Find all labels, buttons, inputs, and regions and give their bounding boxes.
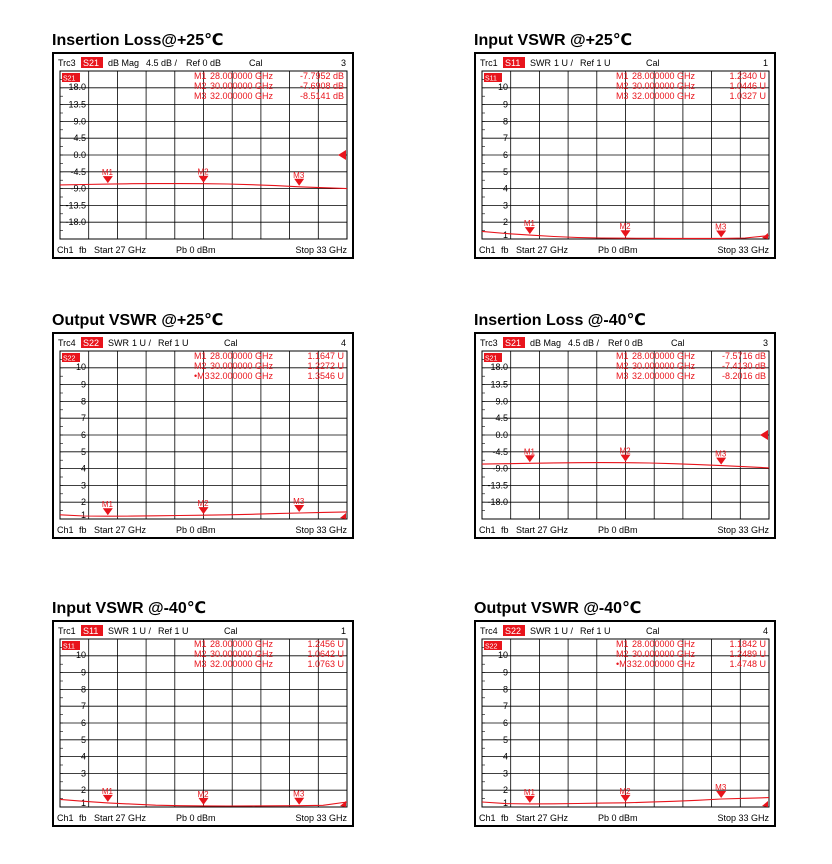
marker-readout-value: 1.2489 U bbox=[729, 649, 766, 659]
marker-readout-freq: 28.000000 GHz bbox=[210, 351, 274, 361]
param-badge: S21 bbox=[505, 338, 522, 348]
marker-readout-name: M2 bbox=[616, 361, 629, 371]
y-tick-label: -18.0 bbox=[65, 217, 86, 228]
y-tick-label: 6 bbox=[502, 150, 508, 160]
analyzer-display bbox=[52, 52, 354, 259]
y-tick-label: 4.5 bbox=[495, 413, 508, 424]
marker-label: M3 bbox=[715, 449, 727, 459]
marker-readout-freq: 32.000000 GHz bbox=[210, 371, 274, 381]
footer-fb: fb bbox=[79, 813, 87, 823]
param-badge: S21 bbox=[83, 58, 100, 68]
marker-triangle bbox=[199, 176, 209, 183]
marker-readout-value: -7.4130 dB bbox=[721, 361, 766, 371]
reference-arrow bbox=[762, 801, 768, 807]
y-tick-label: 5 bbox=[80, 734, 86, 745]
footer-fb: fb bbox=[501, 245, 509, 255]
format-label: SWR bbox=[108, 338, 129, 348]
y-tick-label: 1 bbox=[80, 798, 86, 808]
y-tick-label: 9.0 bbox=[495, 396, 508, 407]
y-tick-label: 2 bbox=[502, 785, 508, 796]
marker-readout-freq: 30.000000 GHz bbox=[210, 361, 274, 371]
marker-readout-value: 1.4748 U bbox=[729, 659, 766, 669]
y-tick-label: 9 bbox=[80, 667, 86, 678]
trace-number: 1 bbox=[340, 626, 346, 636]
y-tick-label: 9 bbox=[502, 99, 508, 110]
marker-readout-name: M3 bbox=[616, 371, 629, 381]
marker-readout-freq: 32.000000 GHz bbox=[632, 659, 696, 669]
marker-label: M1 bbox=[523, 787, 535, 797]
y-tick-label: 3 bbox=[502, 768, 508, 779]
y-tick-label: 7 bbox=[80, 701, 86, 712]
marker-label: M2 bbox=[619, 786, 631, 796]
marker-readout-value: -8.2016 dB bbox=[721, 371, 766, 381]
ref-badge: S11 bbox=[63, 643, 75, 651]
param-badge: S22 bbox=[83, 338, 100, 348]
marker-readout-name: M3 bbox=[194, 659, 207, 669]
y-tick-label: -13.5 bbox=[487, 480, 508, 491]
ref-label: Ref 1 U bbox=[580, 58, 611, 68]
marker-label: M1 bbox=[523, 219, 535, 229]
marker-readout-name: M1 bbox=[616, 639, 629, 649]
footer-channel: Ch1 bbox=[57, 245, 74, 255]
y-tick-label: 4 bbox=[502, 183, 508, 194]
y-tick-label: 10 bbox=[75, 649, 86, 660]
y-tick-label: 2 bbox=[80, 497, 86, 508]
marker-readout-freq: 28.000000 GHz bbox=[632, 639, 696, 649]
scale-label: 4.5 dB / bbox=[146, 58, 178, 68]
ref-label: Ref 0 dB bbox=[186, 58, 222, 68]
footer-power: Pb 0 dBm bbox=[176, 245, 216, 255]
y-tick-label: 13.5 bbox=[490, 379, 508, 390]
y-tick-label: 13.5 bbox=[68, 99, 86, 110]
marker-label: M2 bbox=[197, 499, 209, 509]
footer-stop: Stop 33 GHz bbox=[295, 245, 347, 255]
footer-start: Start 27 GHz bbox=[516, 813, 569, 823]
footer-stop: Stop 33 GHz bbox=[295, 813, 347, 823]
marker-readout-freq: 32.000000 GHz bbox=[210, 91, 274, 101]
y-tick-label: 10 bbox=[497, 649, 508, 660]
scale-label: 1 U / bbox=[132, 626, 152, 636]
reference-arrow bbox=[760, 430, 768, 440]
marker-readout-name: M1 bbox=[194, 71, 207, 81]
marker-triangle bbox=[716, 230, 726, 237]
marker-readout-name: M1 bbox=[194, 351, 207, 361]
marker-readout-name: M3 bbox=[616, 91, 629, 101]
marker-readout-freq: 32.000000 GHz bbox=[632, 371, 696, 381]
marker-readout-name: M2 bbox=[616, 81, 629, 91]
trace-number: 3 bbox=[340, 58, 346, 68]
marker-readout-freq: 32.000000 GHz bbox=[210, 659, 274, 669]
y-tick-label: 5 bbox=[502, 166, 508, 177]
analyzer-display bbox=[474, 332, 776, 539]
footer-channel: Ch1 bbox=[479, 525, 496, 535]
marker-triangle bbox=[199, 507, 209, 514]
chart-svg bbox=[54, 54, 352, 257]
marker-label: M2 bbox=[197, 789, 209, 799]
y-tick-label: 10 bbox=[497, 81, 508, 92]
cal-label: Cal bbox=[224, 626, 238, 636]
footer-stop: Stop 33 GHz bbox=[717, 525, 769, 535]
param-badge: S22 bbox=[505, 626, 522, 636]
marker-readout-freq: 30.000000 GHz bbox=[210, 81, 274, 91]
format-label: SWR bbox=[530, 58, 551, 68]
y-tick-label: 2 bbox=[80, 785, 86, 796]
marker-triangle bbox=[199, 798, 209, 805]
footer-power: Pb 0 dBm bbox=[176, 525, 216, 535]
ref-label: Ref 0 dB bbox=[608, 338, 644, 348]
marker-triangle bbox=[294, 179, 304, 186]
marker-triangle bbox=[716, 458, 726, 465]
y-tick-label: 5 bbox=[502, 734, 508, 745]
marker-readout-name: M2 bbox=[194, 361, 207, 371]
y-tick-label: 5 bbox=[80, 446, 86, 457]
scale-label: 1 U / bbox=[554, 58, 574, 68]
footer-fb: fb bbox=[501, 525, 509, 535]
footer-power: Pb 0 dBm bbox=[176, 813, 216, 823]
y-tick-label: 1 bbox=[502, 230, 508, 240]
footer-power: Pb 0 dBm bbox=[598, 525, 638, 535]
y-tick-label: 4 bbox=[502, 751, 508, 762]
y-tick-label: 9.0 bbox=[73, 116, 86, 127]
footer-channel: Ch1 bbox=[479, 813, 496, 823]
marker-label: M2 bbox=[619, 222, 631, 232]
footer-start: Start 27 GHz bbox=[516, 525, 569, 535]
marker-readout-value: 1.2340 U bbox=[729, 71, 766, 81]
trace-name: Trc1 bbox=[58, 626, 76, 636]
cal-label: Cal bbox=[224, 338, 238, 348]
marker-label: M1 bbox=[101, 786, 113, 796]
trace-name: Trc4 bbox=[480, 626, 498, 636]
y-tick-label: 8 bbox=[502, 116, 508, 127]
analyzer-display bbox=[474, 52, 776, 259]
ref-badge: S22 bbox=[485, 643, 498, 651]
marker-label: M3 bbox=[293, 789, 305, 799]
chart-svg bbox=[54, 622, 352, 825]
marker-triangle bbox=[294, 798, 304, 805]
marker-label: M2 bbox=[619, 446, 631, 456]
trace-number: 4 bbox=[762, 626, 768, 636]
footer-channel: Ch1 bbox=[479, 245, 496, 255]
marker-readout-value: 1.1647 U bbox=[307, 351, 344, 361]
cal-label: Cal bbox=[671, 338, 685, 348]
y-tick-label: 9 bbox=[502, 667, 508, 678]
marker-label: M3 bbox=[293, 497, 305, 507]
format-label: dB Mag bbox=[530, 338, 562, 348]
y-tick-label: 3 bbox=[80, 768, 86, 779]
param-badge: S11 bbox=[83, 626, 99, 636]
marker-readout-name: M3 bbox=[194, 91, 207, 101]
chart-title: Insertion Loss @-40℃ bbox=[474, 312, 646, 329]
marker-readout-value: 1.3546 U bbox=[307, 371, 344, 381]
marker-triangle bbox=[621, 230, 631, 237]
marker-readout-name: M2 bbox=[194, 649, 207, 659]
marker-label: M3 bbox=[293, 170, 305, 180]
marker-readout-value: -7.5716 dB bbox=[721, 351, 766, 361]
marker-readout-name: M2 bbox=[194, 81, 207, 91]
analyzer-display bbox=[52, 332, 354, 539]
marker-label: M1 bbox=[101, 500, 113, 510]
cal-label: Cal bbox=[646, 58, 660, 68]
chart-svg bbox=[476, 334, 774, 537]
cal-label: Cal bbox=[646, 626, 660, 636]
marker-label: M3 bbox=[715, 222, 727, 232]
scale-label: 1 U / bbox=[132, 338, 152, 348]
marker-readout-freq: 30.000000 GHz bbox=[210, 649, 274, 659]
trace-name: Trc3 bbox=[480, 338, 498, 348]
marker-label: M3 bbox=[715, 783, 727, 793]
y-tick-label: 7 bbox=[502, 133, 508, 144]
marker-triangle bbox=[716, 791, 726, 798]
marker-triangle bbox=[525, 455, 535, 462]
marker-readout-freq: 28.000000 GHz bbox=[632, 351, 696, 361]
marker-triangle bbox=[525, 227, 535, 234]
marker-readout-value: 1.1842 U bbox=[729, 639, 766, 649]
y-tick-label: 6 bbox=[80, 430, 86, 440]
chart-svg bbox=[54, 334, 352, 537]
marker-readout-name: M1 bbox=[616, 351, 629, 361]
y-tick-label: -9.0 bbox=[70, 183, 86, 194]
y-tick-label: 0.0 bbox=[73, 150, 86, 160]
y-tick-label: -9.0 bbox=[492, 463, 508, 474]
ref-badge: S21 bbox=[63, 75, 76, 83]
marker-readout-freq: 30.000000 GHz bbox=[632, 81, 696, 91]
marker-readout-freq: 28.000000 GHz bbox=[210, 71, 274, 81]
y-tick-label: 3 bbox=[502, 200, 508, 211]
footer-channel: Ch1 bbox=[57, 813, 74, 823]
y-tick-label: 18.0 bbox=[68, 81, 86, 92]
footer-start: Start 27 GHz bbox=[94, 525, 147, 535]
marker-label: M1 bbox=[523, 447, 535, 457]
marker-readout-value: 1.0446 U bbox=[729, 81, 766, 91]
ref-badge: S22 bbox=[63, 355, 76, 363]
param-badge: S11 bbox=[505, 58, 521, 68]
marker-readout-value: 1.2272 U bbox=[307, 361, 344, 371]
y-tick-label: 3 bbox=[80, 480, 86, 491]
y-tick-label: -18.0 bbox=[487, 497, 508, 508]
marker-triangle bbox=[103, 508, 113, 515]
chart-svg bbox=[476, 622, 774, 825]
y-tick-label: -13.5 bbox=[65, 200, 86, 211]
chart-title: Input VSWR @-40℃ bbox=[52, 600, 207, 617]
y-tick-label: 4.5 bbox=[73, 133, 86, 144]
footer-start: Start 27 GHz bbox=[94, 245, 147, 255]
y-tick-label: 4 bbox=[80, 463, 86, 474]
cal-label: Cal bbox=[249, 58, 263, 68]
marker-readout-name: •M3 bbox=[194, 371, 210, 381]
marker-triangle bbox=[525, 796, 535, 803]
marker-triangle bbox=[103, 795, 113, 802]
marker-readout-name: •M3 bbox=[616, 659, 632, 669]
chart-title: Insertion Loss@+25℃ bbox=[52, 32, 224, 49]
y-tick-label: 8 bbox=[502, 684, 508, 695]
marker-readout-freq: 30.000000 GHz bbox=[632, 361, 696, 371]
marker-readout-freq: 28.000000 GHz bbox=[210, 639, 274, 649]
chart-title: Input VSWR @+25℃ bbox=[474, 32, 633, 49]
trace-number: 1 bbox=[762, 58, 768, 68]
scale-label: 1 U / bbox=[554, 626, 574, 636]
y-tick-label: 8 bbox=[80, 684, 86, 695]
footer-power: Pb 0 dBm bbox=[598, 245, 638, 255]
y-tick-label: 4 bbox=[80, 751, 86, 762]
chart-title: Output VSWR @-40℃ bbox=[474, 600, 642, 617]
footer-stop: Stop 33 GHz bbox=[717, 813, 769, 823]
marker-readout-name: M1 bbox=[616, 71, 629, 81]
ref-label: Ref 1 U bbox=[158, 626, 189, 636]
marker-triangle bbox=[621, 455, 631, 462]
y-tick-label: 1 bbox=[80, 510, 86, 520]
marker-label: M2 bbox=[197, 167, 209, 177]
footer-power: Pb 0 dBm bbox=[598, 813, 638, 823]
y-tick-label: 9 bbox=[80, 379, 86, 390]
analyzer-display bbox=[474, 620, 776, 827]
analyzer-display bbox=[52, 620, 354, 827]
marker-label: M1 bbox=[101, 168, 113, 178]
reference-arrow bbox=[338, 150, 346, 160]
format-label: SWR bbox=[108, 626, 129, 636]
ref-label: Ref 1 U bbox=[580, 626, 611, 636]
marker-readout-value: 1.0327 U bbox=[729, 91, 766, 101]
y-tick-label: -4.5 bbox=[492, 446, 508, 457]
trace-name: Trc1 bbox=[480, 58, 498, 68]
footer-stop: Stop 33 GHz bbox=[717, 245, 769, 255]
marker-readout-freq: 28.000000 GHz bbox=[632, 71, 696, 81]
marker-triangle bbox=[294, 505, 304, 512]
marker-readout-value: -7.7952 dB bbox=[299, 71, 344, 81]
trace-name: Trc4 bbox=[58, 338, 76, 348]
marker-readout-name: M2 bbox=[616, 649, 629, 659]
marker-readout-value: -8.5141 dB bbox=[299, 91, 344, 101]
marker-readout-name: M1 bbox=[194, 639, 207, 649]
footer-start: Start 27 GHz bbox=[516, 245, 569, 255]
footer-fb: fb bbox=[501, 813, 509, 823]
y-tick-label: -4.5 bbox=[70, 166, 86, 177]
marker-readout-value: -7.6908 dB bbox=[299, 81, 344, 91]
marker-readout-value: 1.0763 U bbox=[307, 659, 344, 669]
footer-fb: fb bbox=[79, 245, 87, 255]
footer-fb: fb bbox=[79, 525, 87, 535]
format-label: dB Mag bbox=[108, 58, 140, 68]
y-tick-label: 8 bbox=[80, 396, 86, 407]
trace-name: Trc3 bbox=[58, 58, 76, 68]
scale-label: 4.5 dB / bbox=[568, 338, 600, 348]
y-tick-label: 0.0 bbox=[495, 430, 508, 440]
marker-triangle bbox=[103, 176, 113, 183]
y-tick-label: 2 bbox=[502, 217, 508, 228]
y-tick-label: 10 bbox=[75, 361, 86, 372]
marker-readout-freq: 32.000000 GHz bbox=[632, 91, 696, 101]
footer-channel: Ch1 bbox=[57, 525, 74, 535]
y-tick-label: 6 bbox=[80, 718, 86, 728]
y-tick-label: 7 bbox=[80, 413, 86, 424]
y-tick-label: 1 bbox=[502, 798, 508, 808]
y-tick-label: 18.0 bbox=[490, 361, 508, 372]
reference-arrow bbox=[340, 513, 346, 519]
chart-title: Output VSWR @+25℃ bbox=[52, 312, 224, 329]
footer-start: Start 27 GHz bbox=[94, 813, 147, 823]
trace-number: 3 bbox=[762, 338, 768, 348]
marker-readout-freq: 30.000000 GHz bbox=[632, 649, 696, 659]
trace-number: 4 bbox=[340, 338, 346, 348]
ref-badge: S11 bbox=[485, 75, 497, 83]
y-tick-label: 7 bbox=[502, 701, 508, 712]
marker-readout-value: 1.2456 U bbox=[307, 639, 344, 649]
format-label: SWR bbox=[530, 626, 551, 636]
marker-readout-value: 1.0642 U bbox=[307, 649, 344, 659]
y-tick-label: 6 bbox=[502, 718, 508, 728]
footer-stop: Stop 33 GHz bbox=[295, 525, 347, 535]
ref-label: Ref 1 U bbox=[158, 338, 189, 348]
chart-svg bbox=[476, 54, 774, 257]
ref-badge: S21 bbox=[485, 355, 498, 363]
marker-triangle bbox=[621, 795, 631, 802]
